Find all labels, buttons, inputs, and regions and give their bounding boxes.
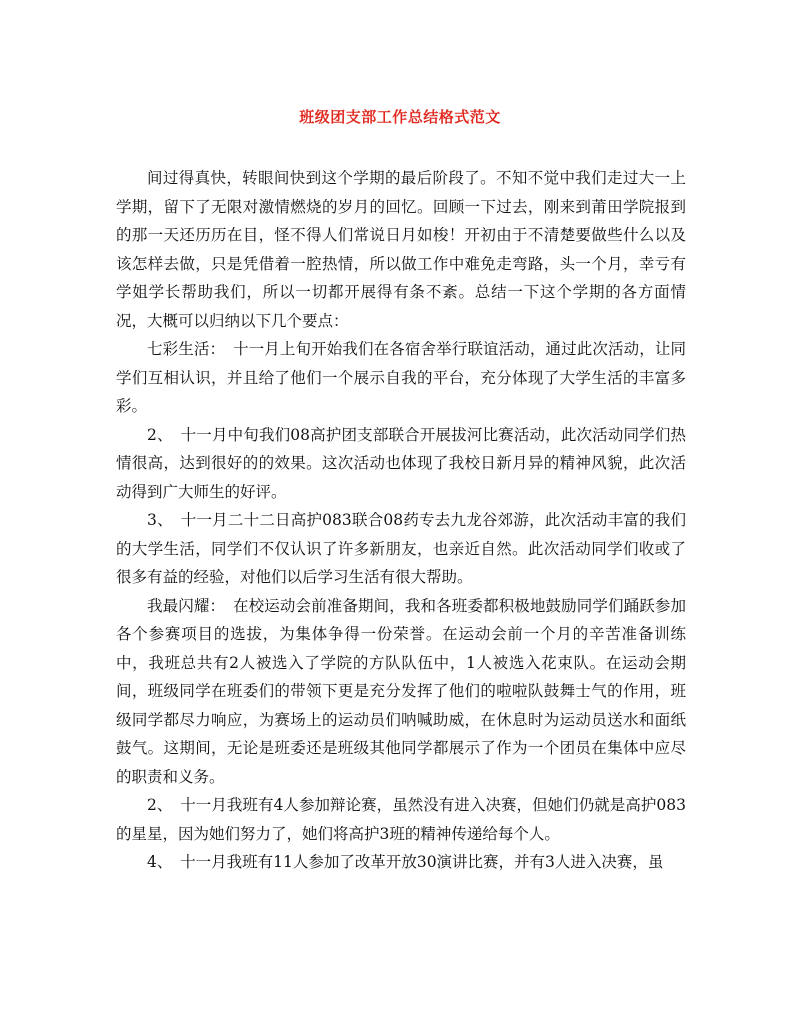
document-title: 班级团支部工作总结格式范文 xyxy=(299,108,501,126)
paragraph-tug-of-war: 2、 十一月中旬我们08高护团支部联合开展拔河比赛活动，此次活动同学们热情很高，达到很好的的效果。这次活动也体现了我校日新月异的精神风貌，此次活动得到广大师生的好评。 xyxy=(116,425,686,501)
paragraph-outing: 3、 十一月二十二日高护083联合08药专去九龙谷郊游，此次活动丰富的我们的大学生活，同学们不仅认识了许多新朋友，也亲近自然。此次活动同学们收或了很多有益的经验，对他们以后学习生活有很大帮助。 xyxy=(116,511,686,586)
paragraph-colorful-life: 七彩生活： 十一月上旬开始我们在各宿舍举行联谊活动，通过此次活动，让同学们互相认识，并且给了他们一个展示自我的平台，充分体现了大学生活的丰富多彩。 xyxy=(116,340,686,415)
paragraph-sports-meet: 我最闪耀： 在校运动会前准备期间，我和各班委都积极地鼓励同学们踊跃参加各个参赛项目的选拔，为集体争得一份荣誉。在运动会前一个月的辛苦准备训练中，我班总共有2人被选入了学院的方队队伍中，1人被选入花束队。在运动会期间，班级同学在班委们的带领下更是充分发挥了他们的啦啦队鼓舞士气的作用，班级同学都尽力响应，为赛场上的运动员们呐喊助威，在休息时为运动员送水和面纸鼓气。这期间，无论是班委还是班级其他同学都展示了作为一个团员在集体中应尽的职责和义务。 xyxy=(116,596,686,786)
paragraph-speech-contest: 4、 十一月我班有11人参加了改革开放30演讲比赛，并有3人进入决赛，虽 xyxy=(147,853,664,871)
paragraph-intro: 间过得真快，转眼间快到这个学期的最后阶段了。不知不觉中我们走过大一上学期，留下了无限对激情燃烧的岁月的回忆。回顾一下过去，刚来到莆田学院报到的那一天还历历在目，怪不得人们常说日月如梭！开初由于不清楚要做些什么以及该怎样去做，只是凭借着一腔热情，所以做工作中难免走弯路，头一个月，幸亏有学姐学长帮助我们，所以一切都开展得有条不紊。总结一下这个学期的各方面情况，大概可以归纳以下几个要点： xyxy=(116,169,686,330)
document-body xyxy=(116,164,686,877)
paragraph-debate: 2、 十一月我班有4人参加辩论赛，虽然没有进入决赛，但她们仍就是高护083的星星，因为她们努力了，她们将高护3班的精神传递给每个人。 xyxy=(116,796,686,843)
